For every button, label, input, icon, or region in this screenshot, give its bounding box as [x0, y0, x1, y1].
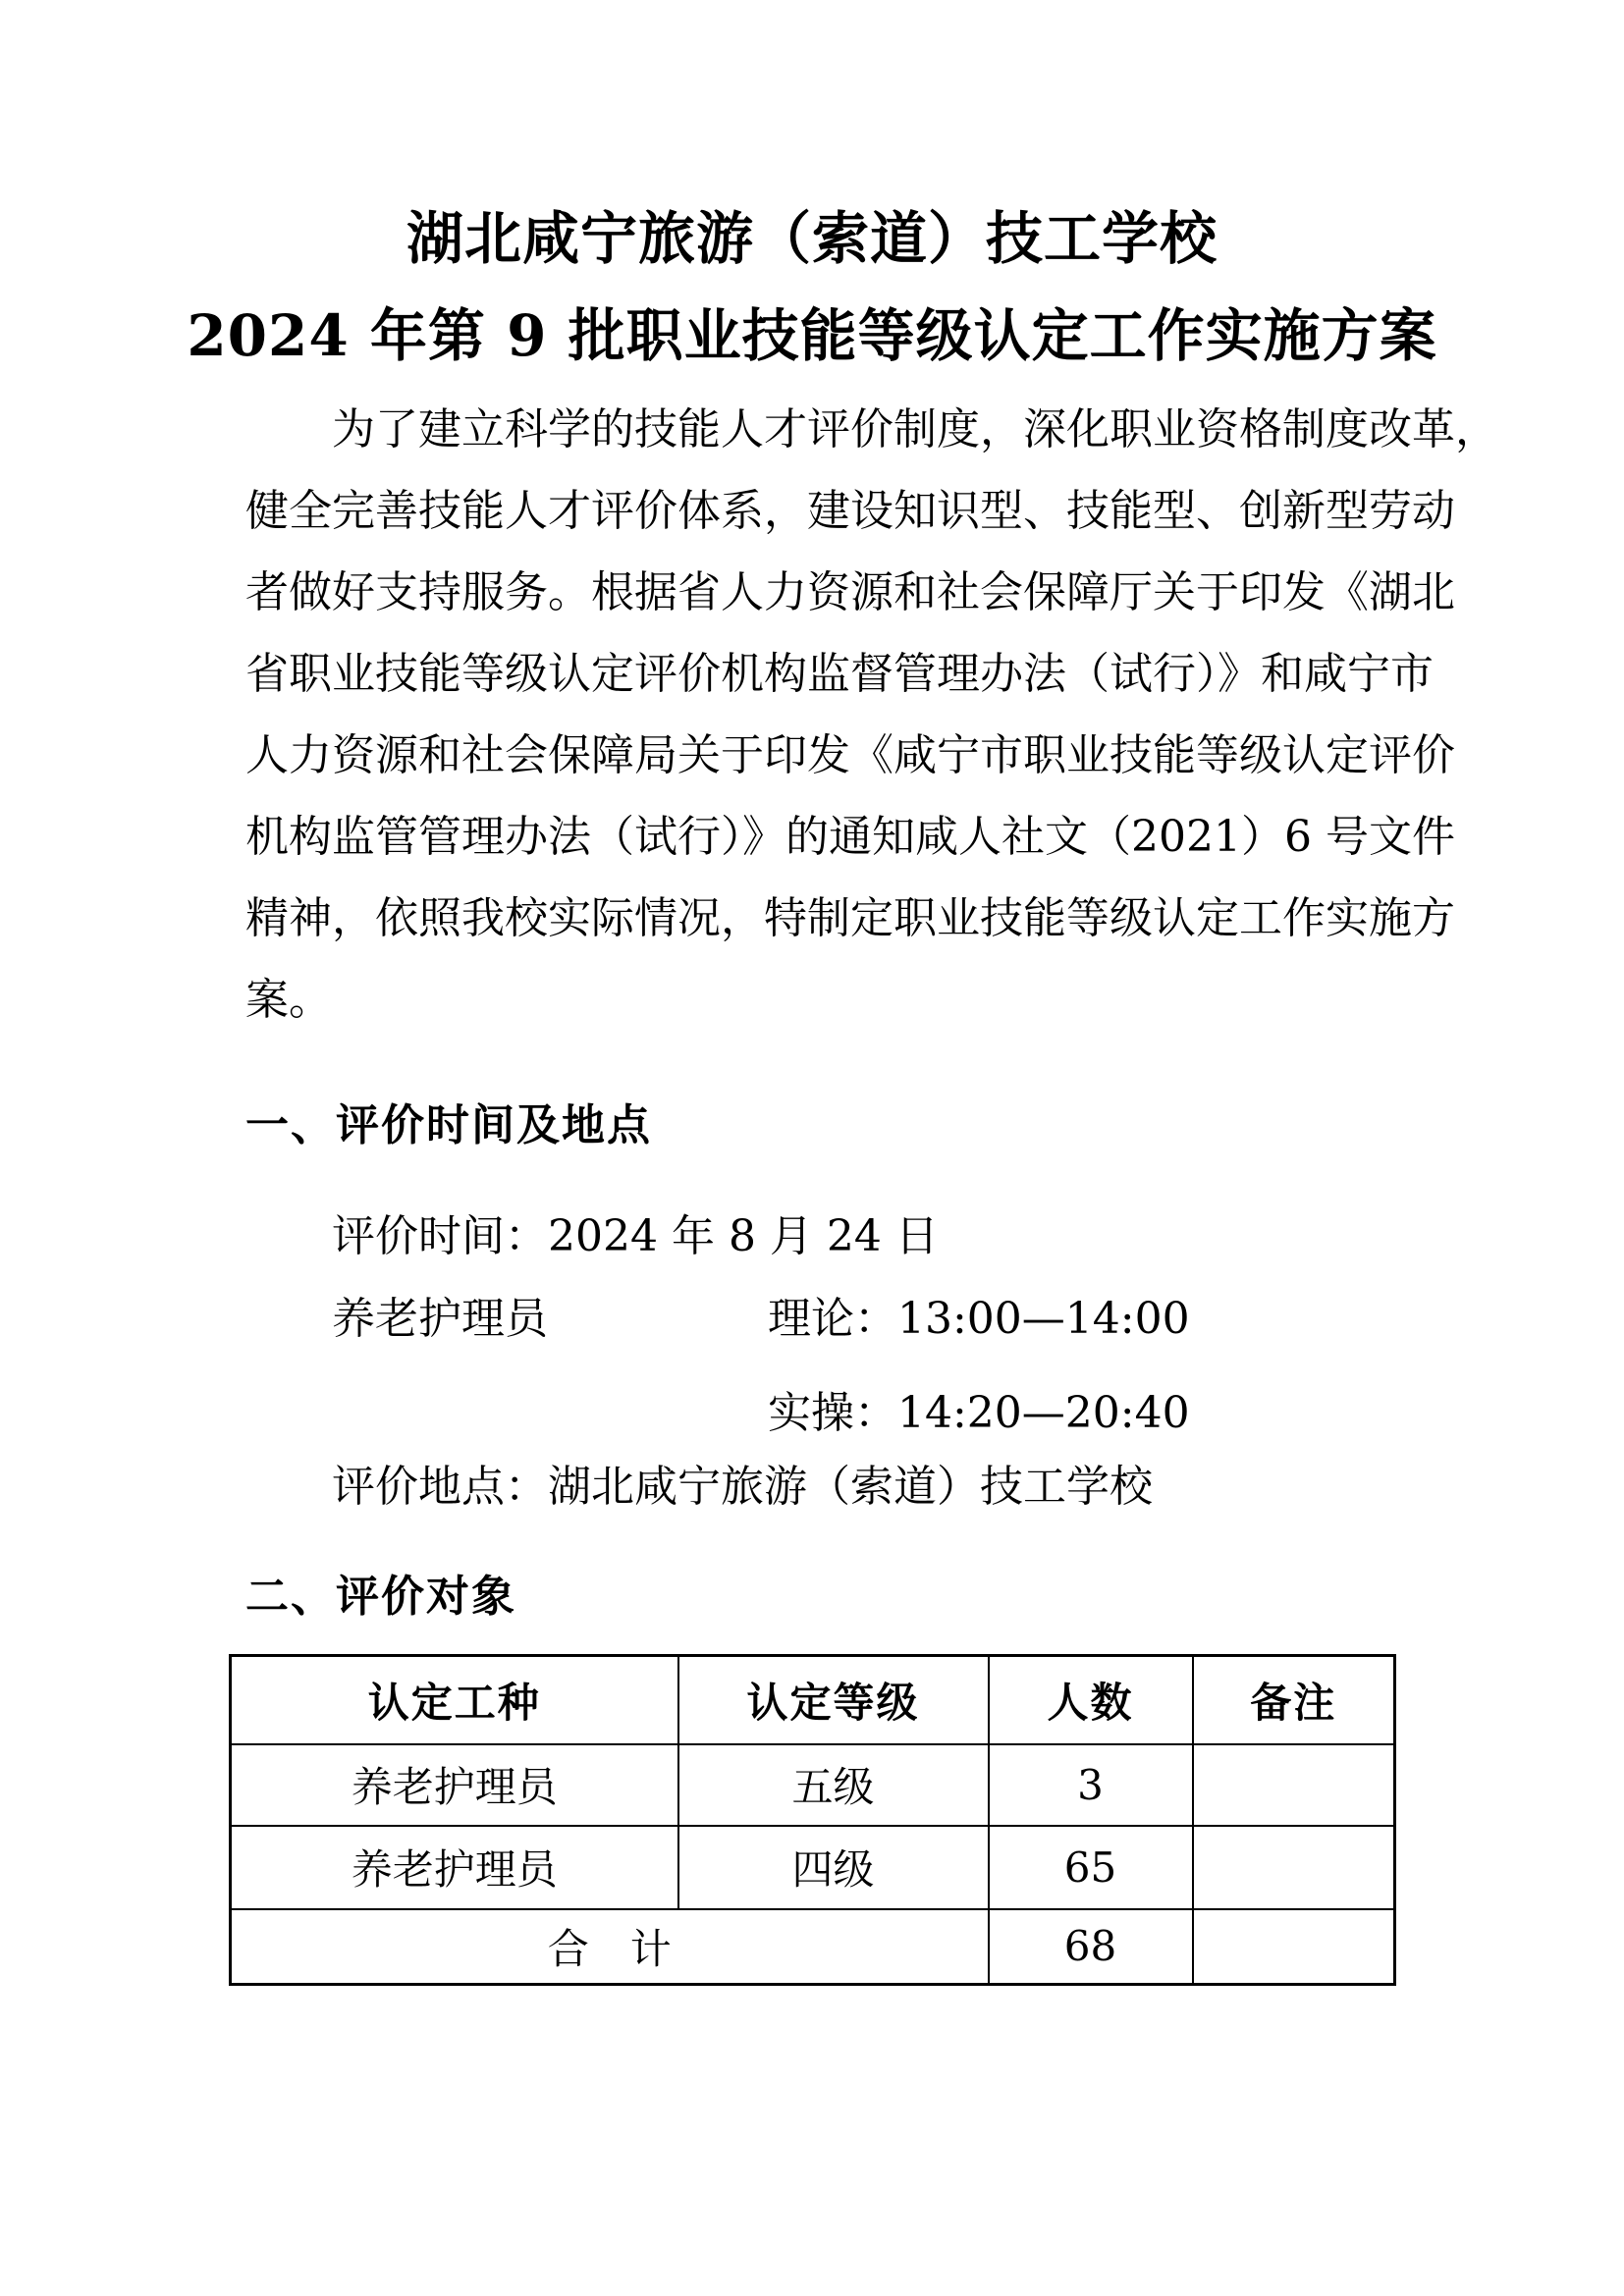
intro-line: 精神，依照我校实际情况，特制定职业技能等级认定工作实施方	[245, 893, 1455, 943]
practice-time-line: 实操：14:20—20:40	[768, 1388, 1190, 1438]
intro-line: 案。	[245, 975, 332, 1025]
intro-line: 为了建立科学的技能人才评价制度，深化职业资格制度改革，	[332, 404, 1498, 454]
theory-time-line: 理论：13:00—14:00	[768, 1294, 1190, 1344]
cell-note	[1193, 1744, 1395, 1826]
table-row	[231, 1744, 1395, 1826]
evaluation-location-line: 评价地点：湖北咸宁旅游（索道）技工学校	[332, 1462, 1153, 1512]
total-label: 合 计	[231, 1909, 989, 1985]
occupation-label: 养老护理员	[332, 1294, 548, 1344]
cell-level: 四级	[678, 1826, 989, 1909]
table-header-row	[231, 1656, 1395, 1744]
cell-count: 3	[989, 1744, 1193, 1826]
intro-line: 机构监管管理办法（试行）》的通知咸人社文（2021）6 号文件	[245, 812, 1455, 862]
intro-line: 人力资源和社会保障局关于印发《咸宁市职业技能等级认定评价	[245, 730, 1455, 780]
intro-line: 者做好支持服务。根据省人力资源和社会保障厅关于印发《湖北	[245, 567, 1455, 617]
cell-occupation: 养老护理员	[231, 1744, 678, 1826]
evaluation-time-line: 评价时间：2024 年 8 月 24 日	[332, 1211, 939, 1261]
cell-occupation: 养老护理员	[231, 1826, 678, 1909]
table-row	[231, 1826, 1395, 1909]
section-heading-time-location: 一、评价时间及地点	[245, 1100, 652, 1150]
total-count: 68	[989, 1909, 1193, 1985]
intro-paragraph	[245, 389, 1498, 1041]
header-note: 备注	[1193, 1656, 1395, 1744]
cell-note	[1193, 1826, 1395, 1909]
document-title-line2: 2024 年第 9 批职业技能等级认定工作实施方案	[187, 302, 1437, 369]
section-heading-targets: 二、评价对象	[245, 1572, 516, 1622]
cell-level: 五级	[678, 1744, 989, 1826]
total-note	[1193, 1909, 1395, 1985]
intro-line: 省职业技能等级认定评价机构监督管理办法（试行）》和咸宁市	[245, 649, 1434, 699]
intro-line: 健全完善技能人才评价体系，建设知识型、技能型、创新型劳动	[245, 486, 1455, 536]
header-level: 认定等级	[678, 1656, 989, 1744]
cell-count: 65	[989, 1826, 1193, 1909]
header-count: 人数	[989, 1656, 1193, 1744]
evaluation-targets-table	[229, 1654, 1396, 1986]
table-total-row	[231, 1909, 1395, 1985]
header-occupation: 认定工种	[231, 1656, 678, 1744]
document-title-line1: 湖北咸宁旅游（索道）技工学校	[406, 205, 1218, 272]
